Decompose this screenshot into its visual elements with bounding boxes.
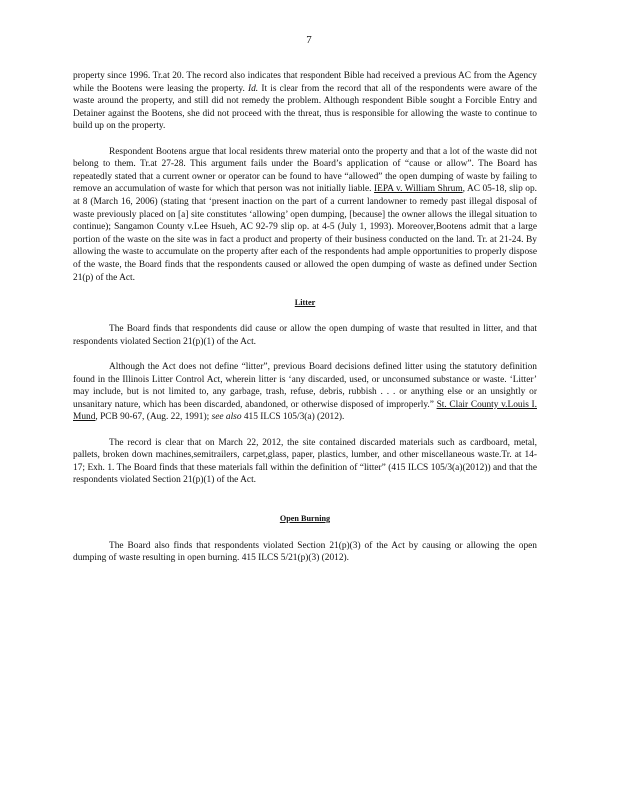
paragraph-text: Respondent Bootens argue that local residents threw material onto the property and that a lot of the waste did not belong to them. Tr.at 27-28. This argument fails under the Board’s application of “cause or allow”. The Board has repeatedly stated that a current owner or operator can be found to have “allowed” the open dumping of waste by failing to remove an accumulation of waste for which that person was not initially liable.: [73, 146, 537, 195]
paragraph-text: Although the Act does not define “litter”, previous Board decisions defined litter using the statutory definition found in the Illinois Litter Control Act, wherein litter is ‘any discarded, used, or unconsumed substance or waste. ‘Litter’ may include, but is not limited to, any garbage, trash, refuse, debris, rubbish . . . or anything else or an unsightly or unsanitary nature, which has been discarded, abandoned, or otherwise disposed of improperly.”: [73, 362, 537, 410]
paragraph-litter-definition: [73, 361, 537, 424]
case-citation-hsueh: Sangamon County v.Lee Hsueh: [114, 222, 235, 233]
paragraph-text: , AC 05-18, slip op. at 8 (March 16, 2006) (stating that ‘present inaction on the part of a current landowner to remedy past illegal disposal of waste previously placed on [a] site constitutes ‘allowing’ open dumping, [because] the owner allows the illegal situation to continue);: [73, 184, 537, 233]
case-citation-mund: St. Clair County v.Louis I. Mund: [73, 399, 537, 423]
id-citation: Id.: [248, 83, 259, 94]
paragraph-open-burning-finding: The Board also finds that respondents violated Section 21(p)(3) of the Act by causing or allowing the open dumping of waste resulting in open burning. 415 ILCS 5/21(p)(3) (2012).: [73, 540, 537, 564]
see-also-signal: see also: [211, 412, 242, 423]
paragraph-text: It is clear from the record that all of the respondents were aware of the waste around the property, and still did not remedy the problem. Although respondent Bible sought a Forcible Entry and Detainer against the Bootens, she did not proceed with the threat, thus is responsible for allowing the waste to continue to build up on the property.: [73, 83, 537, 132]
page-number: 7: [306, 34, 312, 46]
paragraph-text: property since 1996. Tr.at 20. The record also indicates that respondent Bible had received a previous AC from the Agency while the Bootens were leasing the property.: [73, 71, 537, 94]
case-citation-shrum: IEPA v. William Shrum: [374, 184, 463, 195]
section-heading-open-burning: Open Burning: [279, 514, 331, 523]
paragraph-text: , PCB 90-67, (Aug. 22, 1991);: [95, 412, 212, 423]
paragraph-bootens-argument: [73, 146, 537, 285]
paragraph-continuation: [73, 70, 537, 133]
paragraph-site-materials: The record is clear that on March 22, 2012, the site contained discarded materials such as cardboard, metal, pallets, broken down machines,semitrailers, carpet,glass, paper, plastics, lumber, and other miscellaneous waste.Tr. at 14-17; Exh. 1. The Board finds that these materials fall within the definition of “litter” (415 ILCS 105/3(a)(2012)) and that the respondents violated Section 21(p)(1) of the Act.: [73, 437, 537, 486]
paragraph-litter-finding: The Board finds that respondents did cause or allow the open dumping of waste that resulted in litter, and that respondents violated Section 21(p)(1) of the Act.: [73, 324, 537, 347]
paragraph-text: 415 ILCS 105/3(a) (2012).: [241, 412, 345, 423]
paragraph-text: , AC 92-79 slip op. at 4-5 (July 1, 1993). Moreover,Bootens admit that a large portion of the waste on the site was in fact a product and property of their business conducted on the land. Tr. at 21-24. By allowing the waste to accumulate on the property after each of the respondents had ample opportunities to properly dispose of the waste, the Board finds that the respondents caused or allowed the open dumping of waste as defined under Section 21(p) of the Act.: [73, 222, 538, 283]
section-heading-litter: Litter: [294, 297, 316, 307]
document-body: [73, 70, 537, 577]
